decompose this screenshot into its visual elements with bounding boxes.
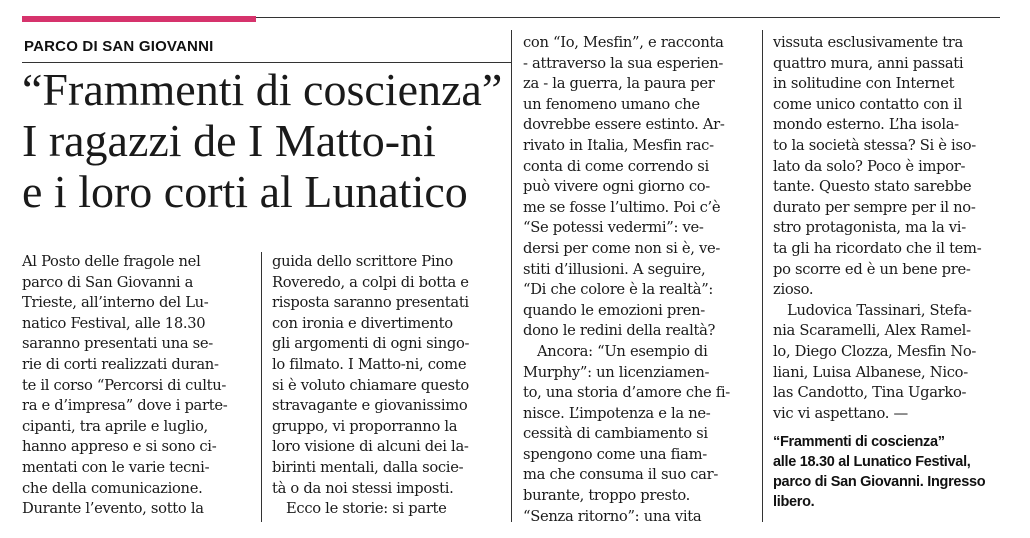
article-line: mentati con le varie tecni-	[22, 458, 210, 476]
article-line: nisce. L’impotenza e la ne-	[523, 404, 711, 422]
article-column-2	[272, 252, 498, 520]
article-line: come unico contatto con il	[773, 95, 963, 113]
article-line: Murphy”: un licenziamen-	[523, 363, 710, 381]
article-line: mondo esterno. L’ha isola-	[773, 116, 959, 134]
article-line: Durante l’evento, sotto la	[22, 500, 204, 518]
article-line: “Di che colore è la realtà”:	[523, 281, 714, 299]
article-line: ra e d’impresa” dove i parte-	[22, 397, 228, 415]
article-line: tante. Questo stato sarebbe	[773, 178, 972, 196]
event-info-line: “Frammenti di coscienza”	[773, 434, 945, 450]
article-line: stro protagonista, ma la vi-	[773, 219, 966, 237]
article-line: Ludovica Tassinari, Stefa-	[787, 301, 972, 319]
article-line: durato per sempre per il no-	[773, 198, 976, 216]
kicker-rule	[22, 62, 512, 63]
article-line: lato da solo? Poco è impor-	[773, 157, 966, 175]
column-divider	[762, 30, 763, 522]
article-line: tà o da noi stessi imposti.	[272, 479, 454, 497]
article-line: dovrebbe essere estinto. Ar-	[523, 116, 725, 134]
article-line: me se fosse l’ultimo. Poi c’è	[523, 198, 721, 216]
headline-line: I ragazzi de I Matto-ni	[22, 115, 436, 166]
article-line: rie di corti realizzati duran-	[22, 355, 219, 373]
article-line: loro visione di alcuni dei la-	[272, 438, 469, 456]
article-line: to, una storia d’amore che fi-	[523, 384, 730, 402]
article-line: vic vi aspettano. —	[773, 404, 908, 422]
article-line: Ecco le storie: si parte	[286, 500, 447, 518]
article-line: liani, Luisa Albanese, Nico-	[773, 363, 968, 381]
headline	[22, 64, 512, 217]
column-divider	[261, 252, 262, 522]
article-line: guida dello scrittore Pino	[272, 253, 453, 270]
event-info-line: alle 18.30 al Lunatico Festival,	[773, 454, 971, 470]
article-line: Al Posto delle fragole nel	[22, 253, 201, 270]
article-line: Trieste, all’interno del Lu-	[22, 294, 209, 312]
article-line: un fenomeno umano che	[523, 95, 700, 113]
article-line: dersi per come non si è, ve-	[523, 239, 721, 257]
article-line: rivato in Italia, Mesfin rac-	[523, 136, 714, 154]
article-line: che della comunicazione.	[22, 479, 203, 497]
article-line: con ironia e divertimento	[272, 314, 453, 332]
article-column-4	[773, 33, 1001, 424]
article-line: ma che consuma il suo car-	[523, 466, 719, 484]
article-line: za - la guerra, la paura per	[523, 75, 715, 93]
article-line: “Se potessi vedermi”: ve-	[523, 219, 704, 237]
article-line: hanno appreso e si sono ci-	[22, 438, 217, 456]
article-line: risposta saranno presentati	[272, 294, 469, 312]
article-line: cessità di cambiamento si	[523, 425, 708, 443]
article-line: gruppo, vi proporranno la	[272, 417, 458, 435]
event-info-box	[773, 432, 1001, 512]
section-accent-bar	[22, 16, 256, 22]
article-line: dono le redini della realtà?	[523, 322, 716, 340]
article-line: Roveredo, a colpi di botta e	[272, 273, 469, 291]
headline-line: “Frammenti di coscienza”	[22, 64, 503, 115]
article-line: cipanti, tra aprile e luglio,	[22, 417, 208, 435]
article-line: con “Io, Mesfin”, e racconta	[523, 34, 724, 51]
article-line: quando le emozioni pren-	[523, 301, 705, 319]
article-line: spengono come una fiam-	[523, 445, 707, 463]
article-line: in solitudine con Internet	[773, 75, 955, 93]
article-column-1	[22, 252, 248, 520]
article-line: burante, troppo presto.	[523, 487, 691, 505]
article-column-3	[523, 33, 751, 527]
article-line: stiti d’illusioni. A seguire,	[523, 260, 706, 278]
article-line: conta di come correndo si	[523, 157, 709, 175]
article-line: lo, Diego Clozza, Mesfin No-	[773, 342, 977, 360]
top-rule	[256, 17, 1000, 18]
article-line: “Senza ritorno”: una vita	[523, 507, 702, 525]
article-line: Ancora: “Un esempio di	[537, 342, 708, 360]
article-line: vissuta esclusivamente tra	[773, 34, 963, 51]
article-line: saranno presentati una se-	[22, 335, 213, 353]
article-line: zioso.	[773, 281, 814, 299]
event-info-line: libero.	[773, 494, 815, 510]
article-line: quattro mura, anni passati	[773, 54, 964, 72]
headline-line: e i loro corti al Lunatico	[22, 166, 468, 217]
article-line: natico Festival, alle 18.30	[22, 314, 206, 332]
event-info-line: parco di San Giovanni. Ingresso	[773, 474, 986, 490]
article-line: te il corso “Percorsi di cultu-	[22, 376, 227, 394]
article-line: lo filmato. I Matto-ni, come	[272, 355, 467, 373]
article-line: può vivere ogni giorno co-	[523, 178, 710, 196]
article-line: - attraverso la sua esperien-	[523, 54, 724, 72]
article-line: birinti mentali, dalla socie-	[272, 458, 464, 476]
article-line: gli argomenti di ogni singo-	[272, 335, 470, 353]
article-line: parco di San Giovanni a	[22, 273, 194, 291]
article-line: las Candotto, Tina Ugarko-	[773, 384, 967, 402]
article-line: nia Scaramelli, Alex Ramel-	[773, 322, 971, 340]
section-label: PARCO DI SAN GIOVANNI	[24, 38, 214, 55]
article-line: to la società stessa? Si è iso-	[773, 136, 976, 154]
article-line: ta gli ha ricordato che il tem-	[773, 239, 982, 257]
article-line: stravagante e giovanissimo	[272, 397, 468, 415]
article-line: po scorre ed è un bene pre-	[773, 260, 971, 278]
article-line: si è voluto chiamare questo	[272, 376, 469, 394]
